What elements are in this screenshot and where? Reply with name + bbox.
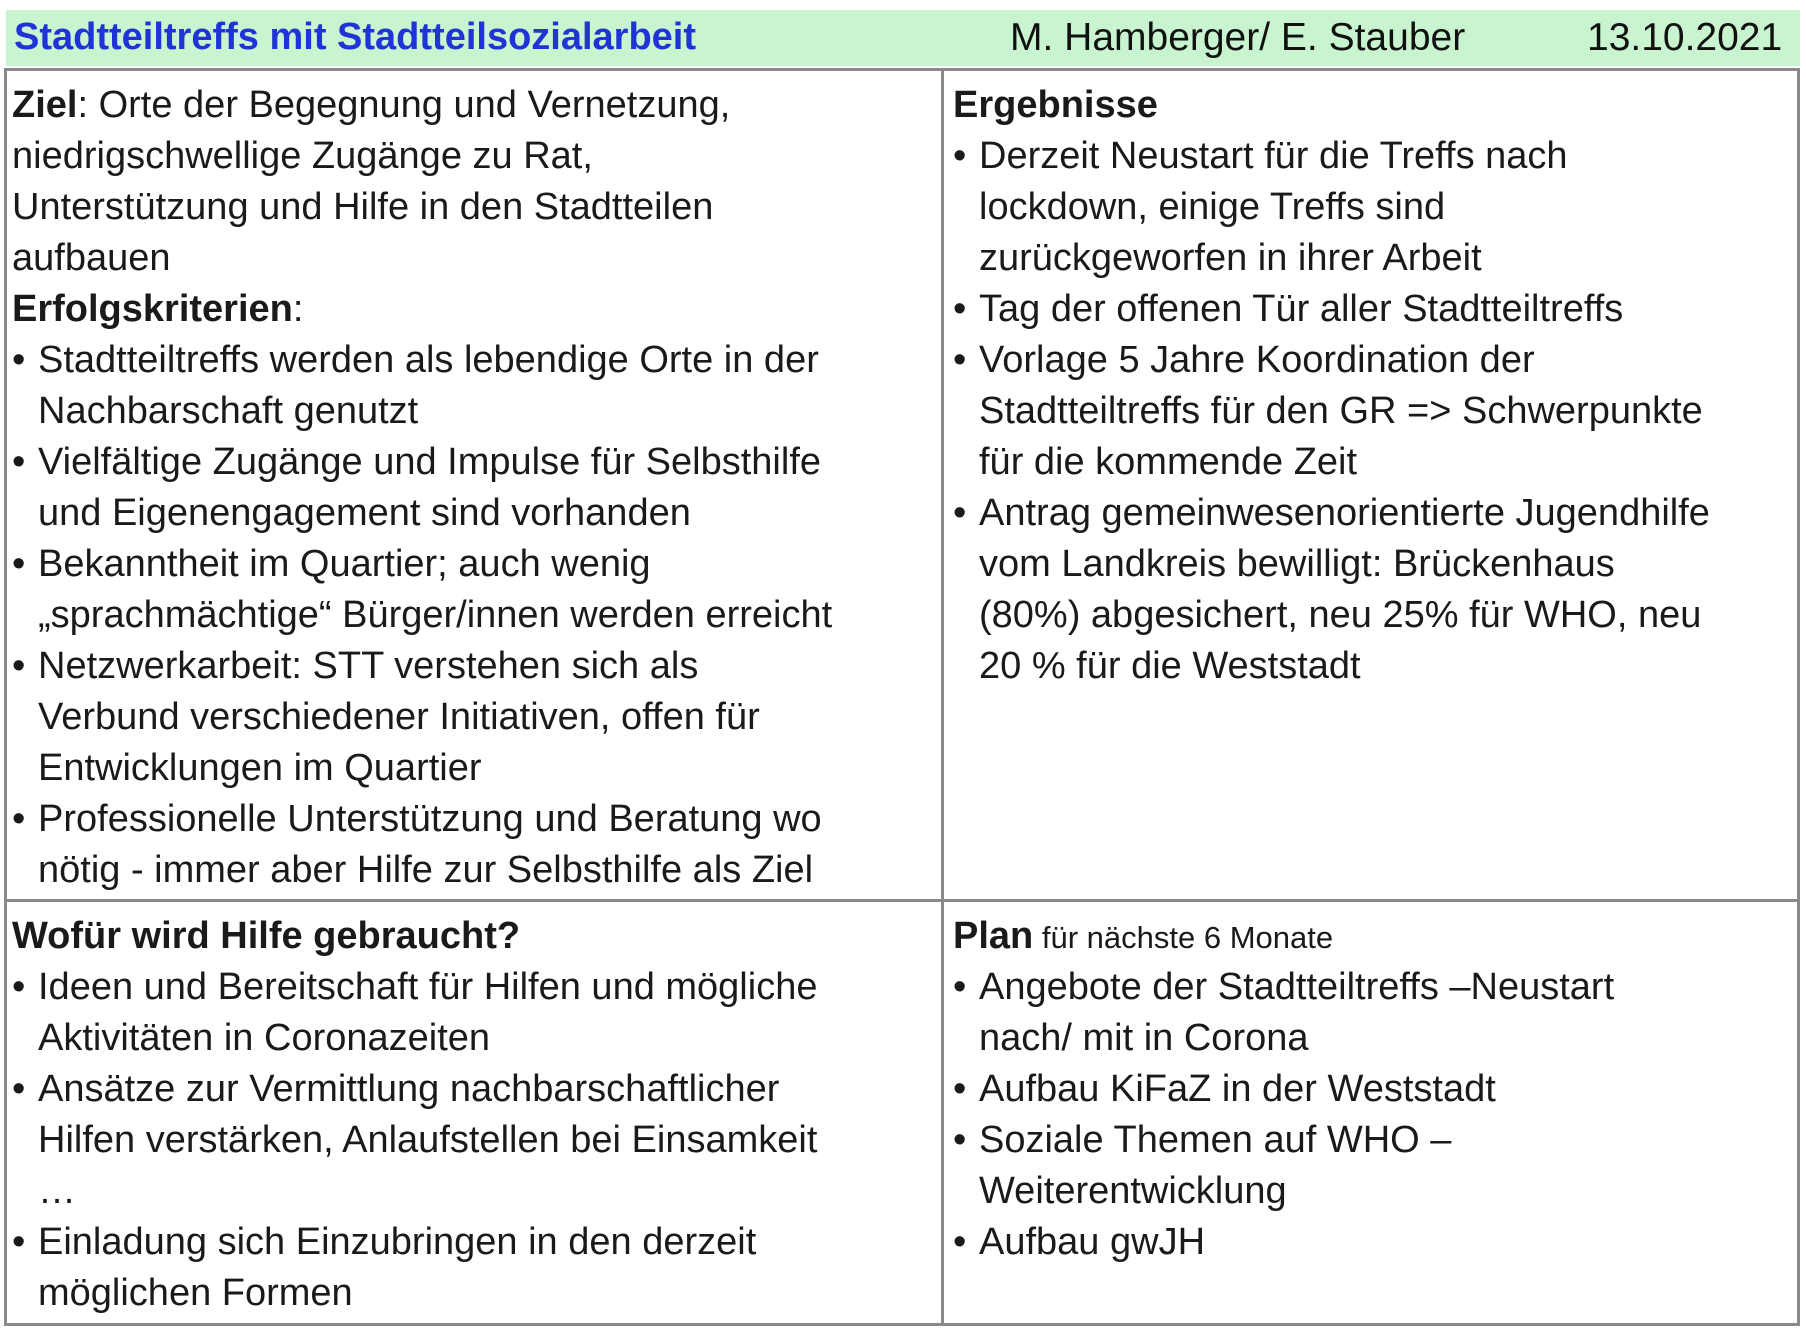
list-item [953, 1115, 1614, 1217]
list-item-line: Aktivitäten in Coronazeiten [38, 1017, 491, 1059]
list-item [953, 962, 1614, 1064]
list-item-text [979, 1064, 1496, 1115]
list-item-text [979, 1115, 1451, 1217]
list-item-line: (80%) abgesichert, neu 25% für WHO, neu [979, 594, 1702, 636]
list-item [953, 335, 1710, 488]
list-item [953, 284, 1710, 335]
vertical-divider [941, 68, 944, 1326]
ziel-line-1 [12, 80, 832, 131]
list-item-line: Ideen und Bereitschaft für Hilfen und mögliche [38, 966, 818, 1008]
list-item-text [38, 437, 821, 539]
list-item-line: Vielfältige Zugänge und Impulse für Selbsthilfe [38, 441, 822, 483]
goals-panel [12, 80, 832, 896]
list-item-line: Tag der offenen Tür aller Stadtteiltreffs [979, 288, 1624, 330]
bullet-icon: • [12, 339, 26, 381]
plan-heading-line [953, 911, 1614, 962]
ziel-line-2: niedrigschwellige Zugänge zu Rat, [12, 135, 593, 177]
bullet-icon: • [12, 543, 26, 585]
list-item-line: Professionelle Unterstützung und Beratung wo [38, 798, 822, 840]
list-item-line: … [38, 1170, 76, 1212]
list-item-line: nötig - immer aber Hilfe zur Selbsthilfe als Ziel [38, 849, 814, 891]
list-item [953, 488, 1710, 692]
list-item [12, 1064, 817, 1217]
bullet-icon: • [953, 135, 967, 177]
list-item-text [38, 962, 817, 1064]
list-item-text [38, 1217, 756, 1319]
bullet-icon: • [12, 441, 26, 483]
list-item [12, 335, 832, 437]
page-title: Stadtteiltreffs mit Stadtteilsozialarbeit [14, 16, 697, 58]
bullet-icon: • [953, 1221, 967, 1263]
ziel-line-4: aufbauen [12, 237, 171, 279]
list-item [12, 641, 832, 794]
bullet-icon: • [12, 1068, 26, 1110]
plan-heading: Plan [953, 915, 1034, 957]
list-item-line: zurückgeworfen in ihrer Arbeit [979, 237, 1482, 279]
bullet-icon: • [12, 798, 26, 840]
list-item-text [38, 335, 819, 437]
list-item-text [979, 488, 1710, 692]
bullet-icon: • [12, 645, 26, 687]
list-item-line: Soziale Themen auf WHO – [979, 1119, 1452, 1161]
horizontal-divider [4, 899, 1800, 902]
kriterien-label: Erfolgskriterien [12, 288, 293, 330]
kriterien-heading [12, 284, 832, 335]
plan-subheading: für nächste 6 Monate [1033, 920, 1334, 955]
list-item-text [979, 284, 1623, 335]
bullet-icon: • [953, 492, 967, 534]
list-item [12, 962, 817, 1064]
list-item-text [38, 1064, 817, 1217]
bullet-icon: • [953, 966, 967, 1008]
list-item-line: für die kommende Zeit [979, 441, 1358, 483]
help-list [12, 962, 817, 1319]
list-item-text [979, 1217, 1205, 1268]
list-item-line: Aufbau gwJH [979, 1221, 1206, 1263]
list-item-line: Antrag gemeinwesenorientierte Jugendhilfe [979, 492, 1710, 534]
list-item-line: und Eigenengagement sind vorhanden [38, 492, 691, 534]
date: 13.10.2021 [1587, 16, 1783, 59]
list-item-line: Stadtteiltreffs für den GR => Schwerpunkte [979, 390, 1703, 432]
bullet-icon: • [953, 1119, 967, 1161]
list-item [953, 1064, 1614, 1115]
list-item-line: Verbund verschiedener Initiativen, offen für [38, 696, 760, 738]
list-item-text [38, 641, 760, 794]
ziel-label: Ziel [12, 84, 78, 126]
list-item-line: nach/ mit in Corona [979, 1017, 1309, 1059]
list-item [12, 1217, 817, 1319]
list-item-line: Einladung sich Einzubringen in den derzeit [38, 1221, 757, 1263]
results-panel [953, 80, 1710, 692]
list-item-line: vom Landkreis bewilligt: Brückenhaus [979, 543, 1615, 585]
list-item-line: lockdown, einige Treffs sind [979, 186, 1446, 228]
list-item-text [38, 539, 832, 641]
list-item-line: Derzeit Neustart für die Treffs nach [979, 135, 1568, 177]
list-item-line: Aufbau KiFaZ in der Weststadt [979, 1068, 1496, 1110]
list-item-line: Ansätze zur Vermittlung nachbarschaftlicher [38, 1068, 780, 1110]
list-item-text [979, 335, 1703, 488]
list-item-line: Bekanntheit im Quartier; auch wenig [38, 543, 651, 585]
list-item-text [979, 131, 1568, 284]
list-item-line: Vorlage 5 Jahre Koordination der [979, 339, 1535, 381]
list-item-line: Netzwerkarbeit: STT verstehen sich als [38, 645, 699, 687]
bullet-icon: • [953, 339, 967, 381]
list-item-line: möglichen Formen [38, 1272, 353, 1314]
list-item-text [38, 794, 822, 896]
list-item-line: Entwicklungen im Quartier [38, 747, 482, 789]
list-item-line: Hilfen verstärken, Anlaufstellen bei Einsamkeit [38, 1119, 818, 1161]
list-item-line: Stadtteiltreffs werden als lebendige Orte in der [38, 339, 819, 381]
bullet-icon: • [12, 1221, 26, 1263]
list-item [953, 131, 1710, 284]
list-item-line: Weiterentwicklung [979, 1170, 1287, 1212]
list-item-line: Angebote der Stadtteiltreffs –Neustart [979, 966, 1615, 1008]
header-bar [6, 10, 1800, 66]
list-item [12, 437, 832, 539]
results-list [953, 131, 1710, 692]
ziel-text-1: : Orte der Begegnung und Vernetzung, [77, 84, 731, 126]
authors: M. Hamberger/ E. Stauber [1010, 16, 1466, 59]
list-item-text [979, 962, 1614, 1064]
list-item-line: Nachbarschaft genutzt [38, 390, 419, 432]
bullet-icon: • [953, 1068, 967, 1110]
kriterien-list [12, 335, 832, 896]
help-heading: Wofür wird Hilfe gebraucht? [12, 915, 521, 957]
plan-list [953, 962, 1614, 1268]
plan-panel [953, 911, 1614, 1268]
list-item-line: 20 % für die Weststadt [979, 645, 1361, 687]
list-item-line: „sprachmächtige“ Bürger/innen werden erreicht [38, 594, 833, 636]
list-item [953, 1217, 1614, 1268]
bullet-icon: • [12, 966, 26, 1008]
ziel-line-3: Unterstützung und Hilfe in den Stadtteilen [12, 186, 714, 228]
results-heading: Ergebnisse [953, 84, 1158, 126]
list-item [12, 794, 832, 896]
help-needed-panel [12, 911, 817, 1319]
list-item [12, 539, 832, 641]
kriterien-colon: : [292, 288, 304, 330]
bullet-icon: • [953, 288, 967, 330]
